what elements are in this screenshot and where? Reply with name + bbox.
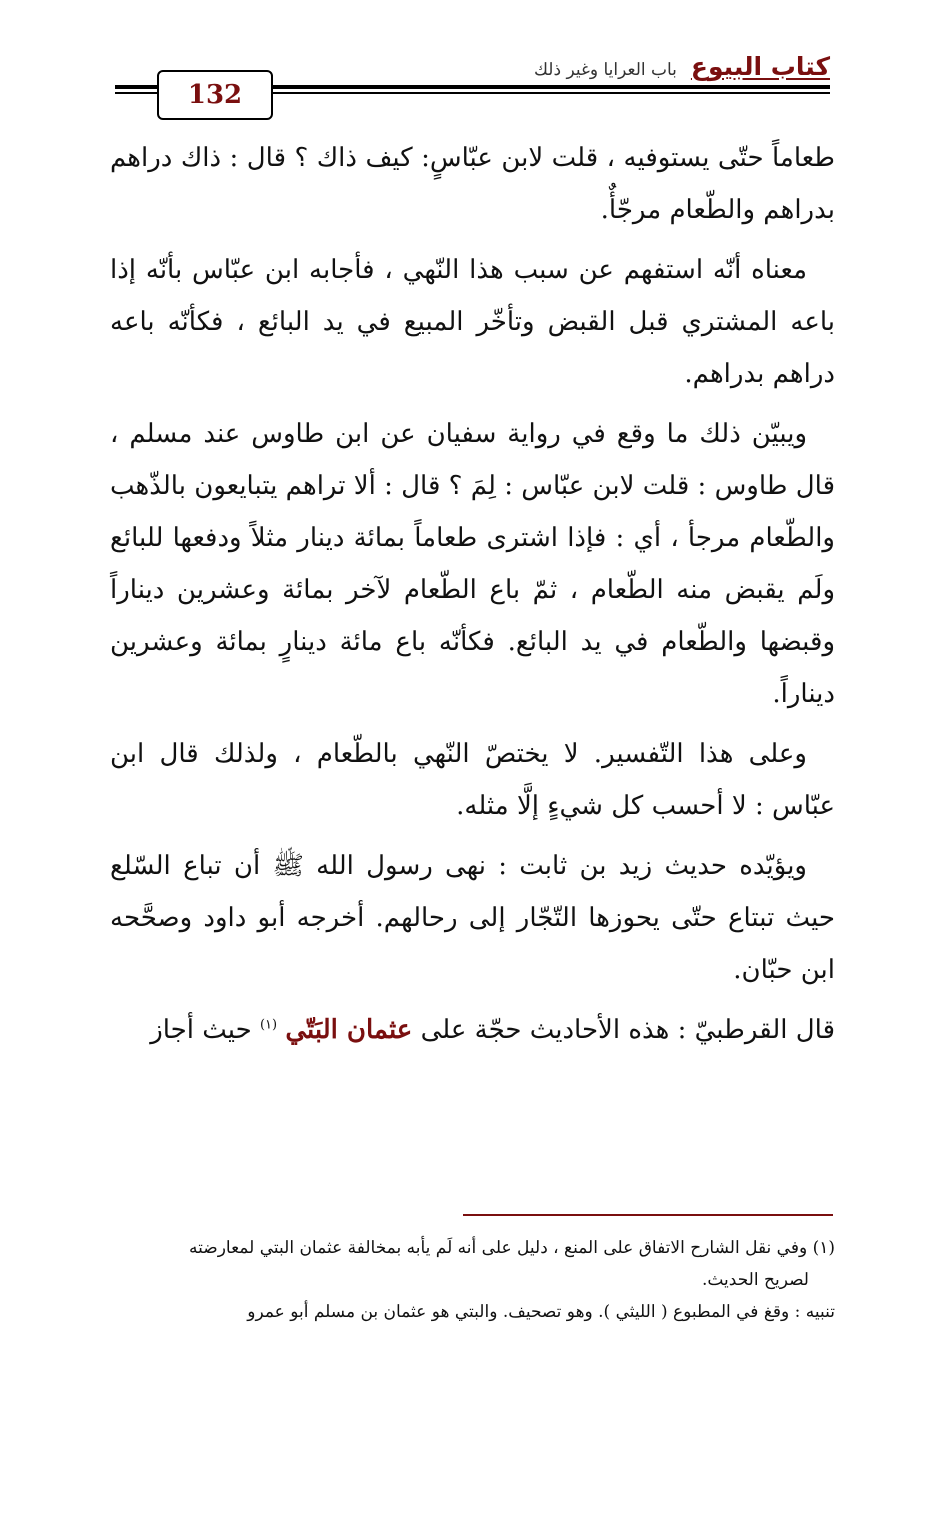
highlighted-name: عثمان البَتّي (285, 1015, 413, 1045)
page-number: 132 (157, 70, 273, 120)
footnote-note: تنبيه : وقغ في المطبوع ( الليثي ). وهو تصحيف. والبتي هو عثمان بن مسلم أبو عمرو (247, 1302, 835, 1322)
footnote-reference: (١) (259, 1017, 278, 1033)
paragraph-5: ويؤيّده حديث زيد بن ثابت : نهى رسول الله ﷺ أن تباع السّلع حيث تبتاع حتّى يحوزها التّجّار إلى رحالهم. أخرجه أبو داود وصحَّحه ابن حبّان. (110, 851, 835, 985)
chapter-title: باب العرايا وغير ذلك (533, 60, 677, 80)
page-header (115, 52, 830, 112)
footnote-separator (463, 1214, 833, 1216)
paragraph-6-start: قال القرطبيّ : هذه الأحاديث حجّة على (420, 1015, 835, 1045)
footnotes (110, 1232, 835, 1328)
paragraph-4: وعلى هذا التّفسير. لا يختصّ النّهي بالطّعام ، ولذلك قال ابن عبّاس : لا أحسب كل شيءٍ إلَّا مثله. (110, 739, 835, 821)
book-title: كتاب البيوع (690, 52, 830, 81)
footnote-1-line-1: (١) وفي نقل الشارح الاتفاق على المنع ، دليل على أنه لَم يأبه بمخالفة عثمان البتي لمعارضته (189, 1238, 835, 1258)
paragraph-2: معناه أنّه استفهم عن سبب هذا النّهي ، فأجابه ابن عبّاس بأنّه إذا باعه المشتري قبل القبض وتأخّر المبيع في يد البائع ، فكأنّه باعه دراهم بدراهم. (110, 255, 835, 389)
paragraph-6-end: حيث أجاز (150, 1015, 252, 1045)
paragraph-6 (110, 1004, 835, 1056)
paragraph-3: ويبيّن ذلك ما وقع في رواية سفيان عن ابن طاوس عند مسلم ، قال طاوس : قلت لابن عبّاس : لِمَ ؟ قال : ألا تراهم يتبايعون بالذّهب والطّعام مرجأ ، أي : فإذا اشترى طعاماً بمائة دينار مثلاً ودفعها للبائع ولَم يقبض منه الطّعام ، ثمّ باع الطّعام لآخر بمائة وعشرين ديناراً وقبضها والطّعام في يد البائع. فكأنّه باع مائة دينارٍ بمائة وعشرين ديناراً. (110, 419, 835, 709)
footnote-1-line-2: لصريح الحديث. (701, 1270, 809, 1290)
paragraph-1: طعاماً حتّى يستوفيه ، قلت لابن عبّاسٍ: كيف ذاك ؟ قال : ذاك دراهم بدراهم والطّعام مرجّأٌ. (110, 143, 835, 225)
main-text (110, 132, 835, 1064)
header-titles (534, 52, 830, 82)
